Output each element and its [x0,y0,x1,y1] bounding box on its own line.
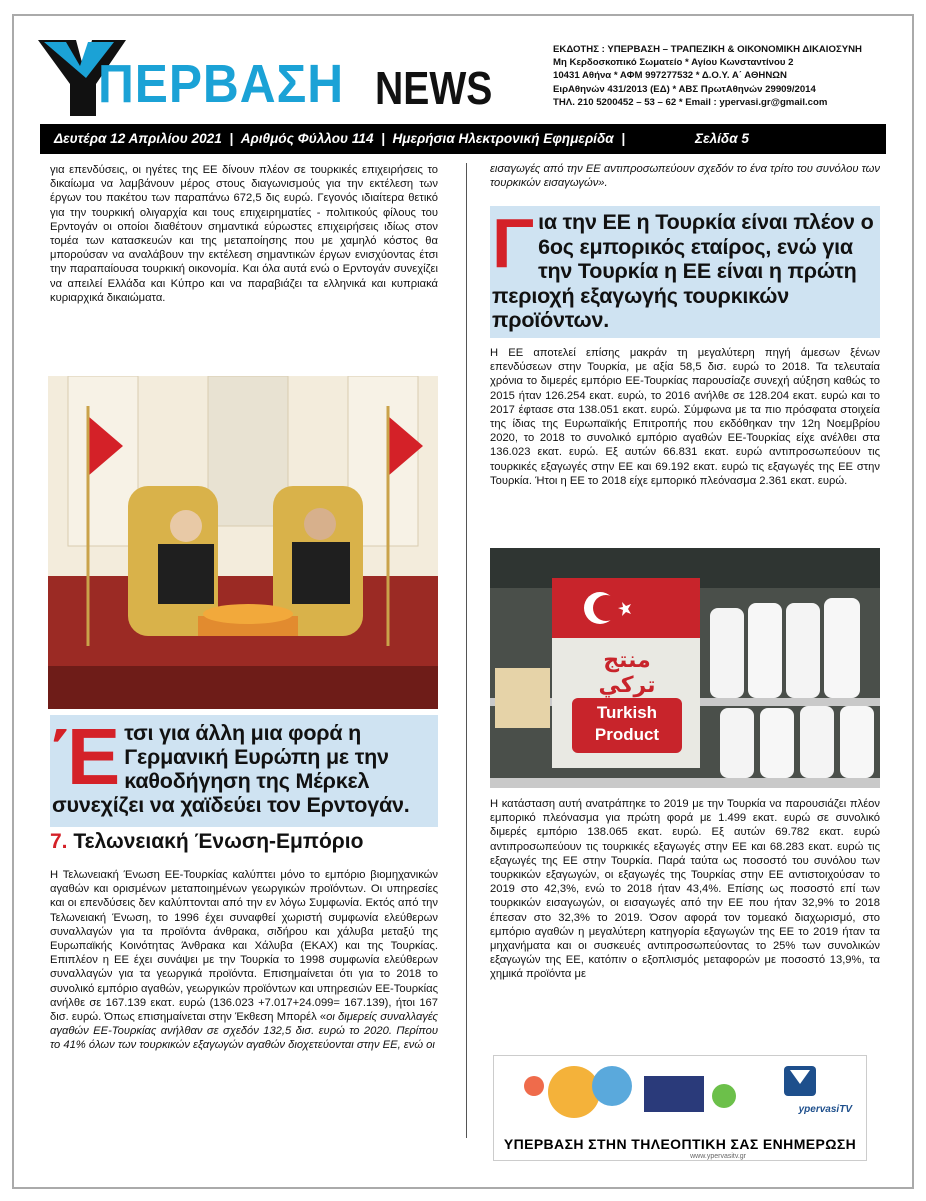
right-pull-dropcap: Γ [492,204,535,282]
section-title: Τελωνειακή Ένωση-Εμπόριο [73,830,364,853]
left-column-intro [50,163,438,305]
right-column-intro [490,162,880,190]
masthead-logo [36,40,493,118]
left-pull-quote [50,712,438,827]
shelf-sign-line2: Product [594,725,660,744]
right-column-para2 [490,797,880,982]
logo-wordmark: ΠΕΡΒΑΣΗ [98,54,345,114]
ypervasi-tv-banner[interactable] [493,1055,867,1161]
publisher-line: ΕιρΑθηνών 431/2013 (ΕΔ) * ΑΒΣ ΠρωτΑθηνών 29909/2014 [553,83,816,95]
section-number: 7. [50,830,68,853]
publisher-info [553,43,893,109]
publisher-line: 10431 Αθήνα * ΑΦΜ 997277532 * Δ.Ο.Υ. Α΄ ΑΘΗΝΩΝ [553,70,787,82]
right-column-para1 [490,346,880,488]
supermarket-shelf-illustration [490,548,880,788]
left-body-paragraph [50,868,438,1053]
tv-brand-label: ypervasiTV [798,1104,852,1115]
shelf-sign-english [572,702,682,746]
column-divider [466,163,467,1138]
logo-news: NEWS [375,62,493,114]
left-body-text: Η Τελωνειακή Ένωση ΕΕ-Τουρκίας καλύπτει μόνο το εμπόριο βιομηχανικών αγαθών και ορισμένων μεταποιημένων γεωργικών προϊόντων. Οι υπηρεσίες και οι επενδύσεις δεν καλύπτονται από την εν λόγω Συμφωνία. Εκτός από την Τελωνειακή Ένωση, το 1996 έχει συναφθεί χωριστή συμφωνία ελεύθερων συναλλαγών για τα προϊόντα άνθρακα, σιδήρου και χάλυβα μεταξύ της Ευρωπαϊκής Κοινότητας Άνθρακα και Χάλυβα (ΕΚΑΧ) και της Τουρκίας. Επιπλέον η ΕΕ έχει συνάψει με την Τουρκία το 1998 συμφωνία ελεύθερων συναλλαγών για τα γεωργικά προϊόντα. Επισημαίνεται ότι για το 2018 το συνολικό εμπόριο αγαθών, γεωργικών προϊόντων και υπηρεσιών ΕΕ-Τουρκίας ανήλθε σε 167.139 εκατ. ευρώ (136.023 +7.017+24.099= 167.139), ήτοι 167 δισ. ευρώ. Όπως επισημαίνεται στην Έκθεση Μπορέλ « [50,869,438,1024]
right-paragraph-2: Η κατάσταση αυτή ανατράπηκε το 2019 με την Τουρκία να παρουσιάζει πλέον εμπορικό πλεόνασμα για πρώτη φορά με 1.499 εκατ. ευρώ σε συνολικό διμερές εμπόριο 138.065 εκατ. ευρώ. Εξ αυτών 69.782 εκατ. ευρώ αντιπροσωπεύουν τις τουρκικές εξαγωγές στην ΕΕ και 68.283 εκατ. ευρώ τις εξαγωγές της ΕΕ στην Τουρκία. Παρά ταύτα ως ποσοστό του συνόλου των τουρκικών εξαγωγών, οι εξαγωγές της Τουρκίας στην ΕΕ αντιστοιχούσαν το 2019 στο 42,3%, ενώ το 2018 ήταν 43,4%. Επίσης ως ποσοστό επί των τουρκικών εισαγωγών, οι εισαγωγές από την ΕΕ που ήταν 32,9% το 2018 έπεσαν στο 32,3% το 2019. Όσον αφορά τον τομεακό διαχωρισμό, στο εμπόριο αγαθών η μεγαλύτερη κατηγορία εξαγωγών της ΕΕ το 2019 ήταν τα μηχανήματα και οι συσκευές αντιπροσωπεύοντας το 25% των συνολικών εξαγωγών της ΕΕ, κατόπιν ο εξοπλισμός μεταφορών με ποσοστό 13,9%, τα χημικά προϊόντα με [490,798,880,981]
right-paragraph-1: Η ΕΕ αποτελεί επίσης μακράν τη μεγαλύτερη πηγή άμεσων ξένων επενδύσεων στην Τουρκία, με αξία 58,5 δισ. ευρώ το 2018. Τα τελευταία χρόνια το διμερές εμπόριο ΕΕ-Τουρκίας παρουσίαζε συνεχή αύξηση καθώς το 2015 ήταν 126.254 εκατ. ευρώ, το 2016 ανήλθε σε 128.204 εκατ. ευρώ και το 2017 έφτασε στα 138.051 εκατ. ευρώ. Σύμφωνα με τα πιο πρόσφατα στοιχεία της ίδιας της Ευρωπαϊκής Επιτροπής που εκδόθηκαν την 12η Νοεμβρίου 2020, το 2018 το συνολικό εμπόριο αγαθών ΕΕ-Τουρκίας είχε ανέλθει στα 136.023 εκατ. ευρώ. Εξ αυτών 66.831 εκατ. ευρώ αντιπροσωπεύουν τις τουρκικές εξαγωγές στην ΕΕ και 69.192 εκατ. ευρώ τις εξαγωγές της ΕΕ στην Τουρκία. Ήτοι η ΕΕ το 2018 είχε εμπορικό πλεόνασμα 2.361 εκατ. ευρώ. [490,347,880,487]
shelf-sign-arabic: منتج تركي [598,648,656,698]
left-column-body [50,868,438,1053]
date-bar: Δευτέρα 12 Απριλίου 2021 | Αριθμός Φύλλου 114 | Ημερήσια Ηλεκτρονική Εφημερίδα | Σελίδα 5 [40,124,886,154]
right-intro-quote [490,162,880,190]
left-pull-text: τσι για άλλη μια φορά η Γερμανική Ευρώπη με την καθοδήγηση της Μέρκελ συνεχίζει να χαϊδεύει τον Ερντογάν. [52,721,410,817]
right-intro-italic: εισαγωγές από την ΕΕ αντιπροσωπεύουν σχεδόν το ένα τρίτο του συνόλου των τουρκικών εισαγωγών». [490,163,880,190]
merkel-erdogan-illustration [48,376,438,709]
right-pull-text: ια την ΕΕ η Τουρκία είναι πλέον ο 6ος εμπορικός εταίρος, ενώ για την Τουρκία η ΕΕ είναι η πρώτη περιοχή εξαγωγής τουρκικών προϊόντων. [492,210,874,332]
right-pull-quote [490,206,880,338]
left-intro-paragraph: για επενδύσεις, οι ηγέτες της ΕΕ δίνουν πλέον σε τουρκικές επιχειρήσεις το δικαίωμα να λαμβάνουν μέρος στους διαγωνισμούς για την εκτέλεση των έργων του πακέτου των παραπάνω 672,5 δις ευρώ. Γεγονός ιδιαίτερα θετικό για την τουρκική ολιγαρχία και τους επιχειρηματίες - πολιτικούς φίλους του Ερντογάν οι οποίοι διαθέτουν σημαντικά εύρωστες επιχειρήσεις ιδίως στον τομέα των κατασκευών και της μεταποίησης που με χαμηλό κόστος θα μπορούσαν να αναλάβουν την εκτέλεση σημαντικών έργων ενισχύοντας έτσι την παραπαίουσα τουρκική οικονομία. Και όλα αυτά ενώ ο Ερντογάν συνεχίζει να απειλεί Ελλάδα και Κύπρο και να παραβιάζει τα ελληνικά και κυπριακά κυριαρχικά δικαιώματα. [50,164,438,304]
left-body-quote: οι διμερείς συναλλαγές αγαθών ΕΕ-Τουρκίας ανήλθαν σε σχεδόν 132,5 δισ. ευρώ το 2020. Περίπου το 41% όλων των τουρκικών εξαγωγών αγαθών διοχετεύονται στην ΕΕ, ενώ οι [50,1011,438,1052]
publisher-line: ΕΚΔΟΤΗΣ : ΥΠΕΡΒΑΣΗ – ΤΡΑΠΕΖΙΚΗ & ΟΙΚΟΝΟΜΙΚΗ ΔΙΚΑΙΟΣΥΝΗ [553,44,862,55]
publisher-line: Μη Κερδοσκοπικό Σωματείο * Αγίου Κωνσταντίνου 2 [553,57,794,69]
page-number: Σελίδα 5 [695,131,749,146]
issue-date: Δευτέρα 12 Απριλίου 2021 [54,131,222,146]
tv-banner-url: www.ypervasitv.gr [690,1153,746,1160]
issue-number: Αριθμός Φύλλου 114 [240,131,374,146]
issue-kind: Ημερήσια Ηλεκτρονική Εφημερίδα [392,131,614,146]
merkel-erdogan-photo [48,376,438,709]
turkish-product-photo [490,548,880,788]
shelf-sign-line1: Turkish [596,703,658,722]
publisher-line: ΤΗΛ. 210 5200452 – 53 – 62 * Email : ypervasi.gr@gmail.com [553,96,828,108]
tv-banner-text: ΥΠΕΡΒΑΣΗ ΣΤΗΝ ΤΗΛΕΟΠΤΙΚΗ ΣΑΣ ΕΝΗΜΕΡΩΣΗ [503,1136,857,1152]
section-heading [50,830,363,854]
left-pull-dropcap: Έ [52,712,121,801]
